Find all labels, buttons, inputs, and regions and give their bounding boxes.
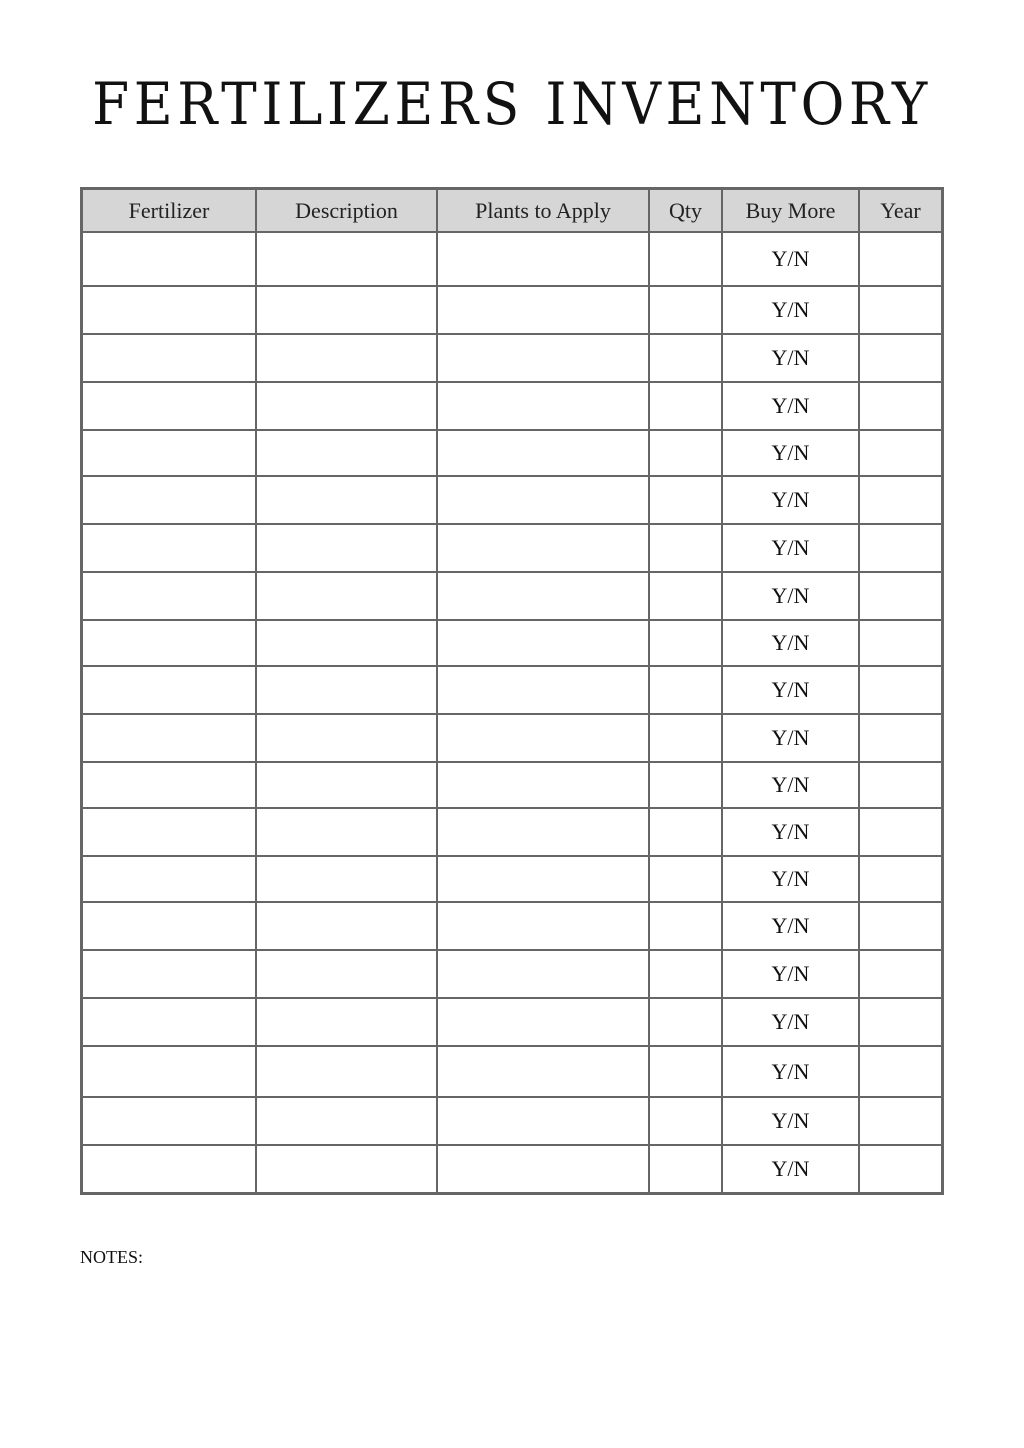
plants-to-apply-cell[interactable] — [436, 431, 648, 475]
year-cell[interactable] — [858, 573, 941, 619]
fertilizer-cell[interactable] — [83, 233, 255, 285]
buy-more-cell[interactable]: Y/N — [721, 951, 858, 997]
description-cell[interactable] — [255, 573, 436, 619]
table-row — [83, 949, 941, 997]
year-cell[interactable] — [858, 857, 941, 901]
qty-cell[interactable] — [648, 715, 721, 761]
qty-cell[interactable] — [648, 335, 721, 381]
year-cell[interactable] — [858, 477, 941, 523]
qty-cell[interactable] — [648, 383, 721, 429]
buy-more-cell[interactable]: Y/N — [721, 573, 858, 619]
plants-to-apply-cell[interactable] — [436, 477, 648, 523]
table-row — [83, 1045, 941, 1096]
year-cell[interactable] — [858, 951, 941, 997]
plants-to-apply-cell[interactable] — [436, 857, 648, 901]
qty-cell[interactable] — [648, 857, 721, 901]
qty-cell[interactable] — [648, 763, 721, 807]
qty-cell[interactable] — [648, 809, 721, 855]
year-cell[interactable] — [858, 287, 941, 333]
table-header-row — [83, 190, 941, 233]
fertilizer-cell[interactable] — [83, 335, 255, 381]
description-cell[interactable] — [255, 667, 436, 713]
fertilizer-cell[interactable] — [83, 857, 255, 901]
qty-cell[interactable] — [648, 431, 721, 475]
table-row — [83, 997, 941, 1045]
fertilizer-cell[interactable] — [83, 383, 255, 429]
description-cell[interactable] — [255, 1047, 436, 1096]
fertilizer-cell[interactable] — [83, 1098, 255, 1144]
buy-more-cell[interactable]: Y/N — [721, 233, 858, 285]
description-cell[interactable] — [255, 999, 436, 1045]
column-header-plants-to-apply: Plants to Apply — [436, 190, 648, 231]
qty-cell[interactable] — [648, 1098, 721, 1144]
description-cell[interactable] — [255, 763, 436, 807]
qty-cell[interactable] — [648, 525, 721, 571]
year-cell[interactable] — [858, 431, 941, 475]
column-header-year: Year — [858, 190, 941, 231]
description-cell[interactable] — [255, 335, 436, 381]
description-cell[interactable] — [255, 857, 436, 901]
plants-to-apply-cell[interactable] — [436, 999, 648, 1045]
fertilizer-cell[interactable] — [83, 1146, 255, 1192]
fertilizer-cell[interactable] — [83, 573, 255, 619]
buy-more-cell[interactable]: Y/N — [721, 809, 858, 855]
description-cell[interactable] — [255, 383, 436, 429]
table-row — [83, 665, 941, 713]
table-row — [83, 807, 941, 855]
description-cell[interactable] — [255, 1098, 436, 1144]
plants-to-apply-cell[interactable] — [436, 525, 648, 571]
plants-to-apply-cell[interactable] — [436, 335, 648, 381]
plants-to-apply-cell[interactable] — [436, 1146, 648, 1192]
plants-to-apply-cell[interactable] — [436, 233, 648, 285]
plants-to-apply-cell[interactable] — [436, 667, 648, 713]
qty-cell[interactable] — [648, 1146, 721, 1192]
buy-more-cell[interactable]: Y/N — [721, 621, 858, 665]
notes-label: NOTES: — [80, 1247, 143, 1267]
description-cell[interactable] — [255, 809, 436, 855]
qty-cell[interactable] — [648, 233, 721, 285]
plants-to-apply-cell[interactable] — [436, 951, 648, 997]
qty-cell[interactable] — [648, 999, 721, 1045]
plants-to-apply-cell[interactable] — [436, 903, 648, 949]
year-cell[interactable] — [858, 383, 941, 429]
qty-cell[interactable] — [648, 573, 721, 619]
qty-cell[interactable] — [648, 667, 721, 713]
table-row — [83, 381, 941, 429]
buy-more-cell[interactable]: Y/N — [721, 383, 858, 429]
year-cell[interactable] — [858, 621, 941, 665]
fertilizer-cell[interactable] — [83, 431, 255, 475]
description-cell[interactable] — [255, 233, 436, 285]
fertilizer-cell[interactable] — [83, 477, 255, 523]
buy-more-cell[interactable]: Y/N — [721, 715, 858, 761]
qty-cell[interactable] — [648, 477, 721, 523]
inventory-table — [80, 187, 944, 1195]
fertilizer-cell[interactable] — [83, 809, 255, 855]
description-cell[interactable] — [255, 477, 436, 523]
table-row — [83, 285, 941, 333]
year-cell[interactable] — [858, 809, 941, 855]
table-row — [83, 333, 941, 381]
buy-more-cell[interactable]: Y/N — [721, 1146, 858, 1192]
buy-more-cell[interactable]: Y/N — [721, 857, 858, 901]
year-cell[interactable] — [858, 335, 941, 381]
year-cell[interactable] — [858, 715, 941, 761]
year-cell[interactable] — [858, 233, 941, 285]
plants-to-apply-cell[interactable] — [436, 809, 648, 855]
plants-to-apply-cell[interactable] — [436, 715, 648, 761]
table-row — [83, 1144, 941, 1192]
buy-more-cell[interactable]: Y/N — [721, 431, 858, 475]
year-cell[interactable] — [858, 903, 941, 949]
buy-more-cell[interactable]: Y/N — [721, 525, 858, 571]
plants-to-apply-cell[interactable] — [436, 1047, 648, 1096]
fertilizer-cell[interactable] — [83, 525, 255, 571]
table-row — [83, 475, 941, 523]
fertilizer-cell[interactable] — [83, 715, 255, 761]
table-row — [83, 901, 941, 949]
year-cell[interactable] — [858, 1098, 941, 1144]
description-cell[interactable] — [255, 287, 436, 333]
fertilizer-cell[interactable] — [83, 621, 255, 665]
qty-cell[interactable] — [648, 621, 721, 665]
table-row — [83, 429, 941, 475]
year-cell[interactable] — [858, 1047, 941, 1096]
buy-more-cell[interactable]: Y/N — [721, 999, 858, 1045]
table-row — [83, 713, 941, 761]
fertilizer-cell[interactable] — [83, 667, 255, 713]
year-cell[interactable] — [858, 525, 941, 571]
table-row — [83, 233, 941, 285]
plants-to-apply-cell[interactable] — [436, 621, 648, 665]
buy-more-cell[interactable]: Y/N — [721, 1098, 858, 1144]
fertilizer-cell[interactable] — [83, 951, 255, 997]
description-cell[interactable] — [255, 715, 436, 761]
column-header-fertilizer: Fertilizer — [128, 197, 210, 223]
table-row — [83, 1096, 941, 1144]
qty-cell[interactable] — [648, 287, 721, 333]
buy-more-cell[interactable]: Y/N — [721, 763, 858, 807]
description-cell[interactable] — [255, 903, 436, 949]
description-cell[interactable] — [255, 621, 436, 665]
page-title: FERTILIZERS INVENTORY — [92, 70, 932, 138]
table-row — [83, 619, 941, 665]
column-header-qty: Qty — [648, 190, 721, 231]
buy-more-cell[interactable]: Y/N — [721, 477, 858, 523]
table-row — [83, 571, 941, 619]
description-cell[interactable] — [255, 1146, 436, 1192]
table-row — [83, 523, 941, 571]
plants-to-apply-cell[interactable] — [436, 763, 648, 807]
buy-more-cell[interactable]: Y/N — [721, 903, 858, 949]
buy-more-cell[interactable]: Y/N — [721, 1047, 858, 1096]
description-cell[interactable] — [255, 431, 436, 475]
fertilizer-cell[interactable] — [83, 999, 255, 1045]
buy-more-cell[interactable]: Y/N — [721, 287, 858, 333]
fertilizer-cell[interactable] — [83, 287, 255, 333]
table-row — [83, 761, 941, 807]
fertilizer-cell[interactable] — [83, 1047, 255, 1096]
year-cell[interactable] — [858, 667, 941, 713]
description-cell[interactable] — [255, 525, 436, 571]
table-row — [83, 855, 941, 901]
year-cell[interactable] — [858, 999, 941, 1045]
plants-to-apply-cell[interactable] — [436, 287, 648, 333]
buy-more-cell[interactable]: Y/N — [721, 335, 858, 381]
plants-to-apply-cell[interactable] — [436, 383, 648, 429]
plants-to-apply-cell[interactable] — [436, 1098, 648, 1144]
fertilizer-cell[interactable] — [83, 903, 255, 949]
fertilizer-cell[interactable] — [83, 763, 255, 807]
description-cell[interactable] — [255, 951, 436, 997]
qty-cell[interactable] — [648, 903, 721, 949]
qty-cell[interactable] — [648, 951, 721, 997]
year-cell[interactable] — [858, 1146, 941, 1192]
buy-more-cell[interactable]: Y/N — [721, 667, 858, 713]
column-header-buy-more: Buy More — [721, 190, 858, 231]
qty-cell[interactable] — [648, 1047, 721, 1096]
year-cell[interactable] — [858, 763, 941, 807]
column-header-description: Description — [255, 190, 436, 231]
plants-to-apply-cell[interactable] — [436, 573, 648, 619]
